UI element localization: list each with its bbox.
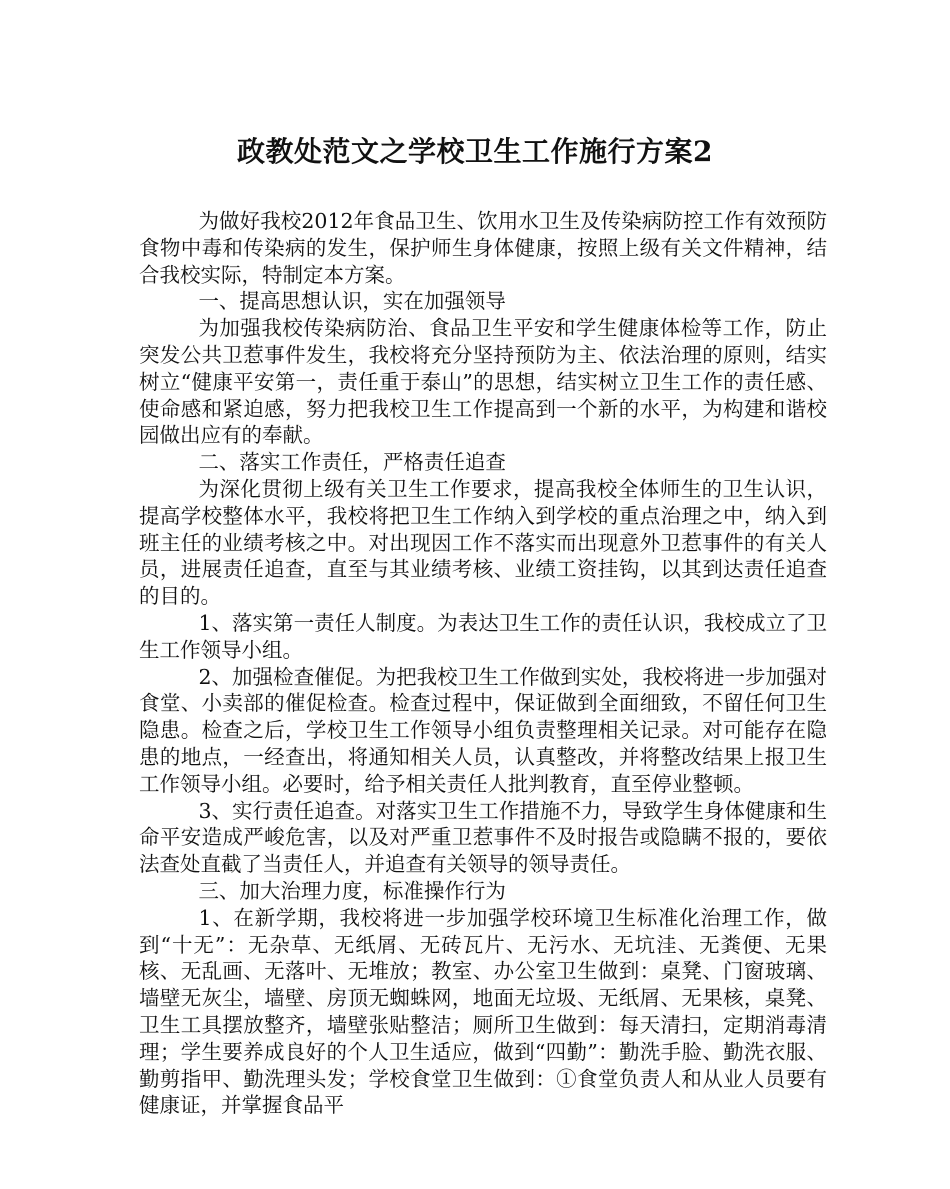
section-heading-3: 三、加大治理力度，标准操作行为 xyxy=(198,878,506,903)
section-heading-1: 一、提高思想认识，实在加强领导 xyxy=(198,289,506,314)
document-title: 政教处范文之学校卫生工作施行方案2 xyxy=(237,135,713,168)
section-1-paragraph: 为加强我校传染病防治、食品卫生平安和学生健康体检等工作，防止突发公共卫惹事件发生，我校将充分坚持预防为主、依法治理的原则，结实树立“健康平安第一，责任重于泰山”的思想，结实树立卫生工作的责任感、使命感和紧迫感，努力把我校卫生工作提高到一个新的水平，为构建和谐校园做出应有的奉献。 xyxy=(139,316,827,448)
section-2-item-3: 3、实行责任追查。对落实卫生工作措施不力，导致学生身体健康和生命平安造成严峻危害，以及对严重卫惹事件不及时报告或隐瞒不报的，要依法查处直截了当责任人，并追查有关领导的领导责任。 xyxy=(139,798,827,877)
intro-paragraph: 为做好我校2012年食品卫生、饮用水卫生及传染病防控工作有效预防食物中毒和传染病的发生，保护师生身体健康，按照上级有关文件精神，结合我校实际，特制定本方案。 xyxy=(139,209,827,287)
section-heading-2: 二、落实工作责任，严格责任追查 xyxy=(198,450,506,475)
section-2-item-2: 2、加强检查催促。为把我校卫生工作做到实处，我校将进一步加强对食堂、小卖部的催促检查。检查过程中，保证做到全面细致，不留任何卫生隐患。检查之后，学校卫生工作领导小组负责整理相关记录。对可能存在隐患的地点，一经查出，将通知相关人员，认真整改，并将整改结果上报卫生工作领导小组。必要时，给予相关责任人批判教育，直至停业整顿。 xyxy=(139,664,827,796)
section-2-paragraph: 为深化贯彻上级有关卫生工作要求，提高我校全体师生的卫生认识，提高学校整体水平，我校将把卫生工作纳入到学校的重点治理之中，纳入到班主任的业绩考核之中。对出现因工作不落实而出现意外卫惹事件的有关人员，进展责任追查，直至与其业绩考核、业绩工资挂钩，以其到达责任追查的目的。 xyxy=(139,476,827,609)
document-body xyxy=(139,208,827,1119)
section-3-item-1: 1、在新学期，我校将进一步加强学校环境卫生标准化治理工作，做到“十无”：无杂草、无纸屑、无砖瓦片、无污水、无坑洼、无粪便、无果核、无乱画、无落叶、无堆放；教室、办公室卫生做到：桌凳、门窗玻璃、墙壁无灰尘，墙壁、房顶无蜘蛛网，地面无垃圾、无纸屑、无果核，桌凳、卫生工具摆放整齐，墙壁张贴整洁；厕所卫生做到：每天清扫，定期消毒清理；学生要养成良好的个人卫生适应，做到“四勤”：勤洗手脸、勤洗衣服、勤剪指甲、勤洗理头发；学校食堂卫生做到：①食堂负责人和从业人员要有健康证，并掌握食品平 xyxy=(139,905,827,1118)
section-2-item-1: 1、落实第一责任人制度。为表达卫生工作的责任认识，我校成立了卫生工作领导小组。 xyxy=(139,610,827,662)
